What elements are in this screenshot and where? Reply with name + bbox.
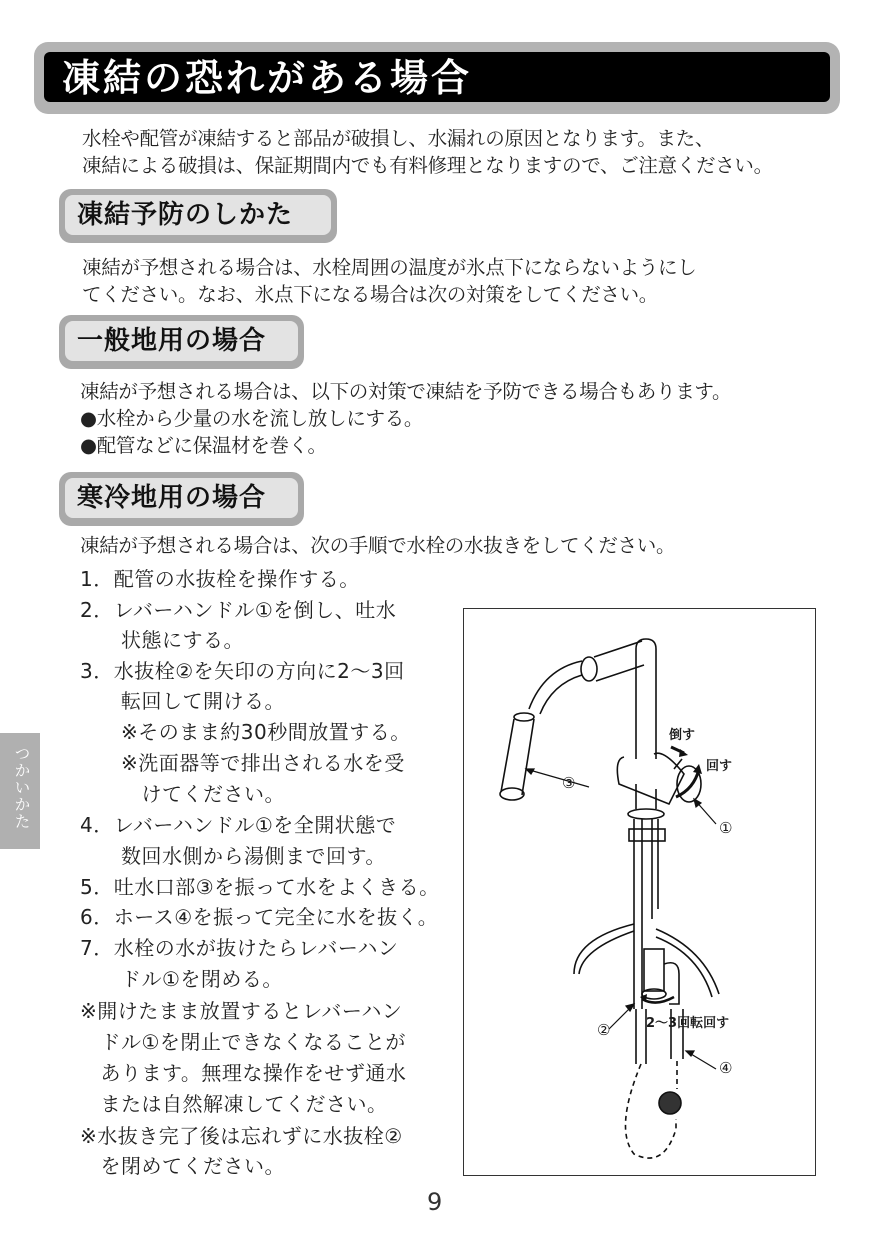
side-tab <box>0 733 40 849</box>
step-line: ※洗面器等で排出される水を受 <box>80 751 405 775</box>
section-header-general <box>59 315 304 369</box>
side-tab-label: つかいかた <box>12 745 31 830</box>
page-title: 凍結の恐れがある場合 <box>62 56 473 100</box>
step-line: 5．吐水口部③を振って水をよくきる。 <box>80 875 440 899</box>
intro-line-1: 水栓や配管が凍結すると部品が破損し、水漏れの原因となります。また、 <box>82 127 715 150</box>
callout-3: ③ <box>562 774 576 792</box>
main-header-bar <box>44 52 830 102</box>
step-line: けてください。 <box>80 782 285 806</box>
callout-4: ④ <box>719 1059 733 1077</box>
note-line: あります。無理な操作をせず通水 <box>80 1061 407 1085</box>
step-line: 数回水側から湯側まで回す。 <box>80 844 386 868</box>
prevention-line-1: 凍結が予想される場合は、水栓周囲の温度が氷点下にならないようにし <box>82 256 697 279</box>
step-line: 1．配管の水抜栓を操作する。 <box>80 567 360 591</box>
page-number: 9 <box>427 1188 443 1216</box>
label-rotate: 回す <box>706 759 733 774</box>
label-tilt: 倒す <box>669 728 696 743</box>
general-bullet-2: ●配管などに保温材を巻く。 <box>80 434 327 457</box>
general-line-1: 凍結が予想される場合は、以下の対策で凍結を予防できる場合もあります。 <box>80 380 732 403</box>
section-title-cold: 寒冷地用の場合 <box>77 483 267 513</box>
intro-line-2: 凍結による破損は、保証期間内でも有料修理となりますので、ご注意ください。 <box>82 154 773 177</box>
faucet-diagram <box>463 608 816 1176</box>
step-line: 7．水栓の水が抜けたらレバーハン <box>80 936 399 960</box>
step-line: ※そのまま約30秒間放置する。 <box>80 720 411 744</box>
prevention-line-2: てください。なお、氷点下になる場合は次の対策をしてください。 <box>82 283 659 306</box>
step-line: ドル①を閉める。 <box>80 967 283 991</box>
section-header-prevention <box>59 189 337 243</box>
note-line: を閉めてください。 <box>80 1154 285 1178</box>
general-bullet-1: ●水栓から少量の水を流し放しにする。 <box>80 407 424 430</box>
note-line: または自然解凍してください。 <box>80 1092 388 1116</box>
step-line: 状態にする。 <box>80 628 244 652</box>
main-header <box>34 42 840 114</box>
step-line: 2．レバーハンドル①を倒し、吐水 <box>80 598 397 622</box>
label-turns: 2〜3回転回す <box>646 1016 730 1031</box>
section-header-cold <box>59 472 304 526</box>
callout-1: ① <box>719 819 733 837</box>
step-line: 3．水抜栓②を矢印の方向に2〜3回 <box>80 659 405 683</box>
step-line: 転回して開ける。 <box>80 689 285 713</box>
section-title-general: 一般地用の場合 <box>77 326 267 356</box>
note-line: ドル①を閉止できなくなることが <box>80 1030 406 1054</box>
step-line: 6．ホース④を振って完全に水を抜く。 <box>80 905 439 929</box>
callout-2: ② <box>597 1021 611 1039</box>
note-line: ※水抜き完了後は忘れずに水抜栓② <box>80 1124 403 1148</box>
faucet-illustration <box>464 609 815 1175</box>
section-title-prevention: 凍結予防のしかた <box>77 200 294 230</box>
cold-intro: 凍結が予想される場合は、次の手順で水栓の水抜きをしてください。 <box>80 534 676 557</box>
step-line: 4．レバーハンドル①を全開状態で <box>80 813 397 837</box>
note-line: ※開けたまま放置するとレバーハン <box>80 999 403 1023</box>
